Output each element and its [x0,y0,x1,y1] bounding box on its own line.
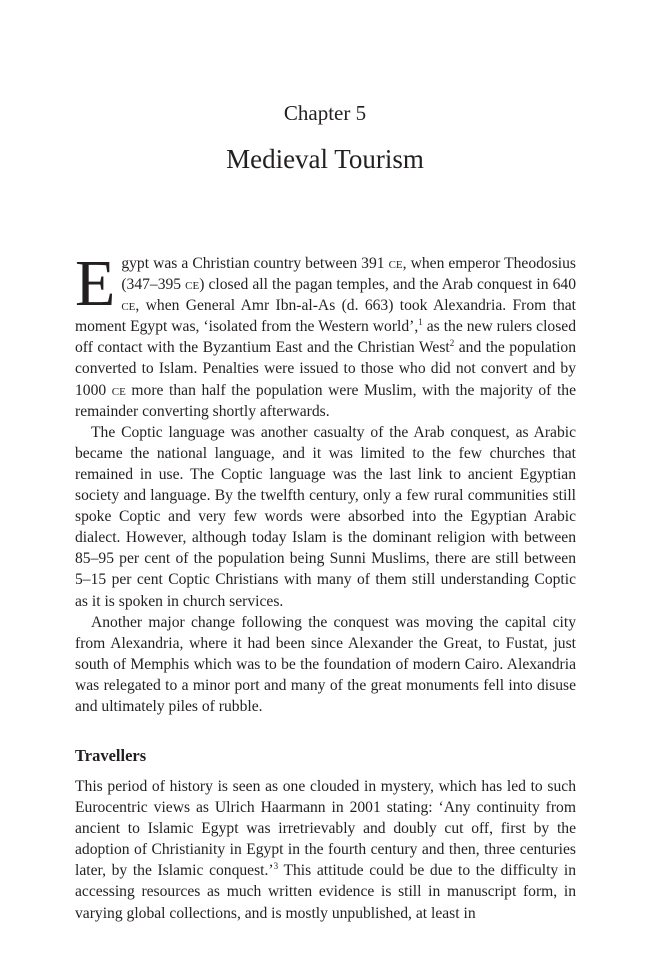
text-run: This period of history is seen as one clouded in mystery, which has led to such Eurocentric views as Ulrich Haarmann in 2001 stating: ‘Any continuity from ancient to Islamic Egypt was irretrievably and doubly cut off, first by the adoption of Christianity in Egypt in the fourth century and then, three centuries later, by the Islamic conquest.’ [75,778,576,880]
paragraph-4 [75,776,576,924]
section-body [75,776,576,924]
text-run: gypt was a Christian country between 391 [121,255,389,272]
footnote-ref-2[interactable]: 2 [449,338,455,349]
section-heading: Travellers [75,746,147,765]
text-run: as the new rulers closed off contact with the Byzantium East and the Christian West [75,318,576,357]
era-abbrev: ce [111,381,126,399]
text-run: , when General Amr Ibn-al-As (d. 663) took Alexandria. From that moment Egypt was, ‘isolated from the Western world’, [75,297,576,336]
drop-cap: E [75,247,116,320]
era-abbrev: ce [185,276,200,294]
paragraph-1 [75,247,577,422]
text-run: more than half the population were Muslim, with the majority of the remainder converting shortly afterwards. [75,381,576,420]
footnote-ref-3[interactable]: 3 [273,861,279,872]
paragraph-3: Another major change following the conquest was moving the capital city from Alexandria, where it had been since Alexander the Great, to Fustat, just south of Memphis which was to be the foundation of modern Cairo. Alexandria was relegated to a minor port and many of the great monuments fell into disuse and ultimately piles of rubble. [75,613,576,715]
text-run: , when emperor Theodosius (347–395 [121,255,576,294]
era-abbrev: ce [121,297,136,315]
chapter-number: Chapter 5 [283,101,367,125]
chapter-title: Medieval Tourism [226,144,424,174]
footnote-ref-1[interactable]: 1 [418,317,423,328]
chapter-body [75,247,577,717]
era-abbrev: ce [388,255,403,272]
text-run: This attitude could be due to the difficulty in accessing resources as much written evidence is still in manuscript form, in varying global collections, and is mostly unpublished, at least in [75,862,576,922]
text-run: and the population converted to Islam. Penalties were issued to those who did not convert and by 1000 [75,339,576,399]
paragraph-2: The Coptic language was another casualty of the Arab conquest, as Arabic became the national language, and it was limited to the few churches that remained in use. The Coptic language was the last link to ancient Egyptian society and language. By the twelfth century, only a few rural communities still spoke Coptic and very few words were absorbed into the Egyptian Arabic dialect. However, although today Islam is the dominant religion with between 85–95 per cent of the population being Sunni Muslims, there are still between 5–15 per cent Coptic Christians with many of them still understanding Coptic as it is spoken in church services. [75,423,576,610]
text-run: ) closed all the pagan temples, and the Arab conquest in 640 [199,276,577,294]
